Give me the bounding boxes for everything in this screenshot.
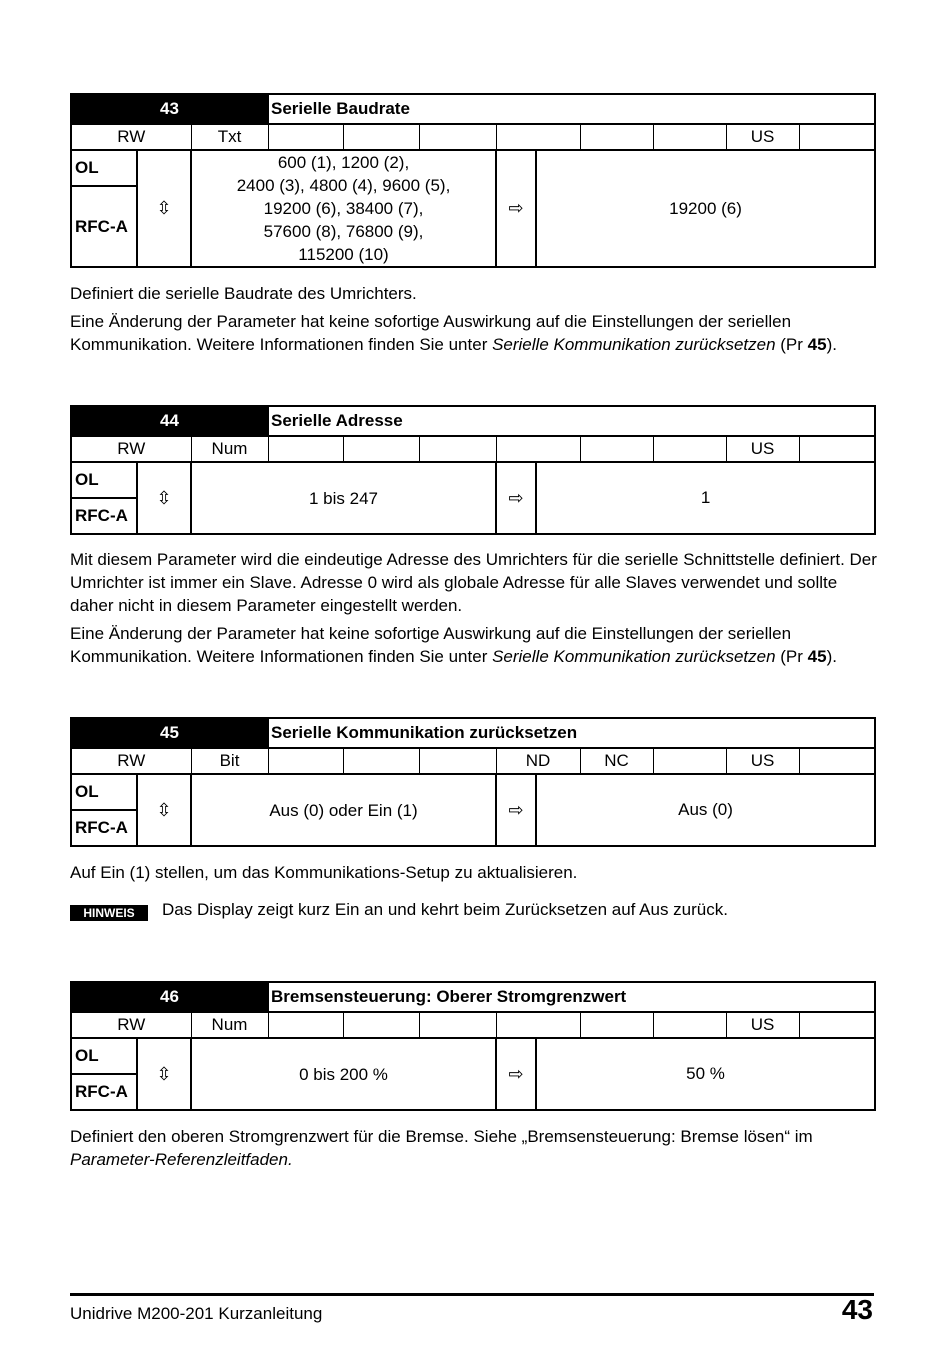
param-range: 1 bis 247 [191, 462, 496, 534]
p45-description: Auf Ein (1) stellen, um das Kommunikations-Setup zu aktualisieren. [70, 863, 578, 882]
right-arrow-icon: ⇨ [496, 462, 536, 534]
right-arrow-icon: ⇨ [496, 1038, 536, 1110]
flag-rw: RW [71, 436, 191, 462]
flag-empty [343, 124, 419, 150]
param-table-45 [70, 717, 876, 847]
text-segment: Definiert den oberen Stromgrenzwert für die Bremse. Siehe „Bremsensteuerung: Bremse lösen“ im [70, 1127, 813, 1146]
cross-reference: Serielle Kommunikation zurücksetzen [492, 335, 776, 354]
cross-reference: Serielle Kommunikation zurücksetzen [492, 647, 776, 666]
flag-rw: RW [71, 748, 191, 774]
flag-empty [343, 1012, 419, 1038]
param-default: 1 [536, 462, 875, 534]
range-line: 57600 (8), 76800 (9), [263, 222, 424, 241]
p43-note [70, 310, 880, 356]
flag-us: US [726, 124, 799, 150]
flag-nd [496, 1012, 580, 1038]
flag-rw: RW [71, 124, 191, 150]
param-table-44 [70, 405, 876, 535]
param-number: 46 [71, 982, 268, 1012]
mode-ol-label: OL [71, 774, 137, 810]
mode-rfc-label: RFC-A [71, 186, 137, 267]
flag-nd [496, 124, 580, 150]
flag-empty [268, 124, 343, 150]
flag-empty [343, 748, 419, 774]
flag-nc [580, 124, 653, 150]
flag-type: Bit [191, 748, 268, 774]
page-number: 43 [841, 1294, 873, 1325]
mode-rfc-label: RFC-A [71, 810, 137, 846]
p46-description [70, 1125, 880, 1171]
flag-nc [580, 1012, 653, 1038]
flag-empty [268, 436, 343, 462]
param-range [191, 150, 496, 267]
flag-empty [419, 748, 496, 774]
flag-empty [799, 436, 875, 462]
flag-empty [799, 748, 875, 774]
param-number: 44 [71, 406, 268, 436]
flag-us: US [726, 748, 799, 774]
param-range: Aus (0) oder Ein (1) [191, 774, 496, 846]
text-segment: ). [826, 335, 837, 354]
document-reference: Parameter-Referenzleitfaden. [70, 1150, 293, 1169]
flag-type: Num [191, 1012, 268, 1038]
param-table-46 [70, 981, 876, 1111]
flag-empty [268, 1012, 343, 1038]
param-default: 19200 (6) [536, 150, 875, 267]
param-range: 0 bis 200 % [191, 1038, 496, 1110]
text-segment: Eine Änderung der Parameter hat keine sofortige Auswirkung auf die Einstellungen der seriellen Kommunikation. Weitere Informationen finden Sie unter [70, 312, 792, 354]
param-number: 43 [71, 94, 268, 124]
param-title: Serielle Kommunikation zurücksetzen [268, 718, 875, 748]
flag-empty [653, 436, 726, 462]
note-badge: HINWEIS [70, 905, 148, 921]
param-title: Serielle Baudrate [268, 94, 875, 124]
right-arrow-icon: ⇨ [496, 774, 536, 846]
text-segment: Eine Änderung der Parameter hat keine sofortige Auswirkung auf die Einstellungen der seriellen Kommunikation. Weitere Informationen finden Sie unter [70, 624, 792, 666]
mode-ol-label: OL [71, 1038, 137, 1074]
flag-empty [799, 1012, 875, 1038]
range-line: 600 (1), 1200 (2), [277, 153, 410, 172]
up-down-arrow-icon: ⇳ [137, 462, 191, 534]
flag-nc [580, 436, 653, 462]
flag-empty [419, 124, 496, 150]
param-title: Serielle Adresse [268, 406, 875, 436]
p44-note [70, 622, 880, 668]
text-segment: (Pr [775, 647, 808, 666]
flag-empty [419, 1012, 496, 1038]
range-line: 19200 (6), 38400 (7), [263, 199, 424, 218]
range-line: 115200 (10) [298, 245, 389, 264]
flag-type: Num [191, 436, 268, 462]
mode-ol-label: OL [71, 150, 137, 186]
p44-description: Mit diesem Parameter wird die eindeutige Adresse des Umrichters für die serielle Schnittstelle definiert. Der Umrichter ist immer ein Slave. Adresse 0 wird als globale Adresse für alle Slaves verwendet und sollte daher nicht in diesem Parameter eingestellt werden. [70, 550, 877, 615]
flag-empty [799, 124, 875, 150]
mode-rfc-label: RFC-A [71, 498, 137, 534]
param-default: Aus (0) [536, 774, 875, 846]
flag-nd [496, 436, 580, 462]
flag-empty [653, 748, 726, 774]
flag-us: US [726, 436, 799, 462]
flag-rw: RW [71, 1012, 191, 1038]
param-default: 50 % [536, 1038, 875, 1110]
text-segment: (Pr [775, 335, 808, 354]
text-segment: ). [826, 647, 837, 666]
footer-rule [70, 1293, 874, 1296]
mode-ol-label: OL [71, 462, 137, 498]
param-table-43 [70, 93, 876, 268]
p43-description: Definiert die serielle Baudrate des Umrichters. [70, 284, 417, 303]
flag-empty [653, 1012, 726, 1038]
param-title: Bremsensteuerung: Oberer Stromgrenzwert [268, 982, 875, 1012]
note-text: Das Display zeigt kurz Ein an und kehrt beim Zurücksetzen auf Aus zurück. [162, 900, 728, 919]
flag-empty [419, 436, 496, 462]
flag-empty [653, 124, 726, 150]
param-reference: 45 [807, 335, 827, 354]
footer-doc-title: Unidrive M200-201 Kurzanleitung [70, 1304, 323, 1323]
flag-nd: ND [496, 748, 580, 774]
up-down-arrow-icon: ⇳ [137, 774, 191, 846]
param-number: 45 [71, 718, 268, 748]
flag-nc: NC [580, 748, 653, 774]
range-line: 2400 (3), 4800 (4), 9600 (5), [236, 176, 451, 195]
flag-type: Txt [191, 124, 268, 150]
right-arrow-icon: ⇨ [496, 150, 536, 267]
param-reference: 45 [807, 647, 827, 666]
flag-us: US [726, 1012, 799, 1038]
up-down-arrow-icon: ⇳ [137, 150, 191, 267]
flag-empty [268, 748, 343, 774]
flag-empty [343, 436, 419, 462]
mode-rfc-label: RFC-A [71, 1074, 137, 1110]
up-down-arrow-icon: ⇳ [137, 1038, 191, 1110]
